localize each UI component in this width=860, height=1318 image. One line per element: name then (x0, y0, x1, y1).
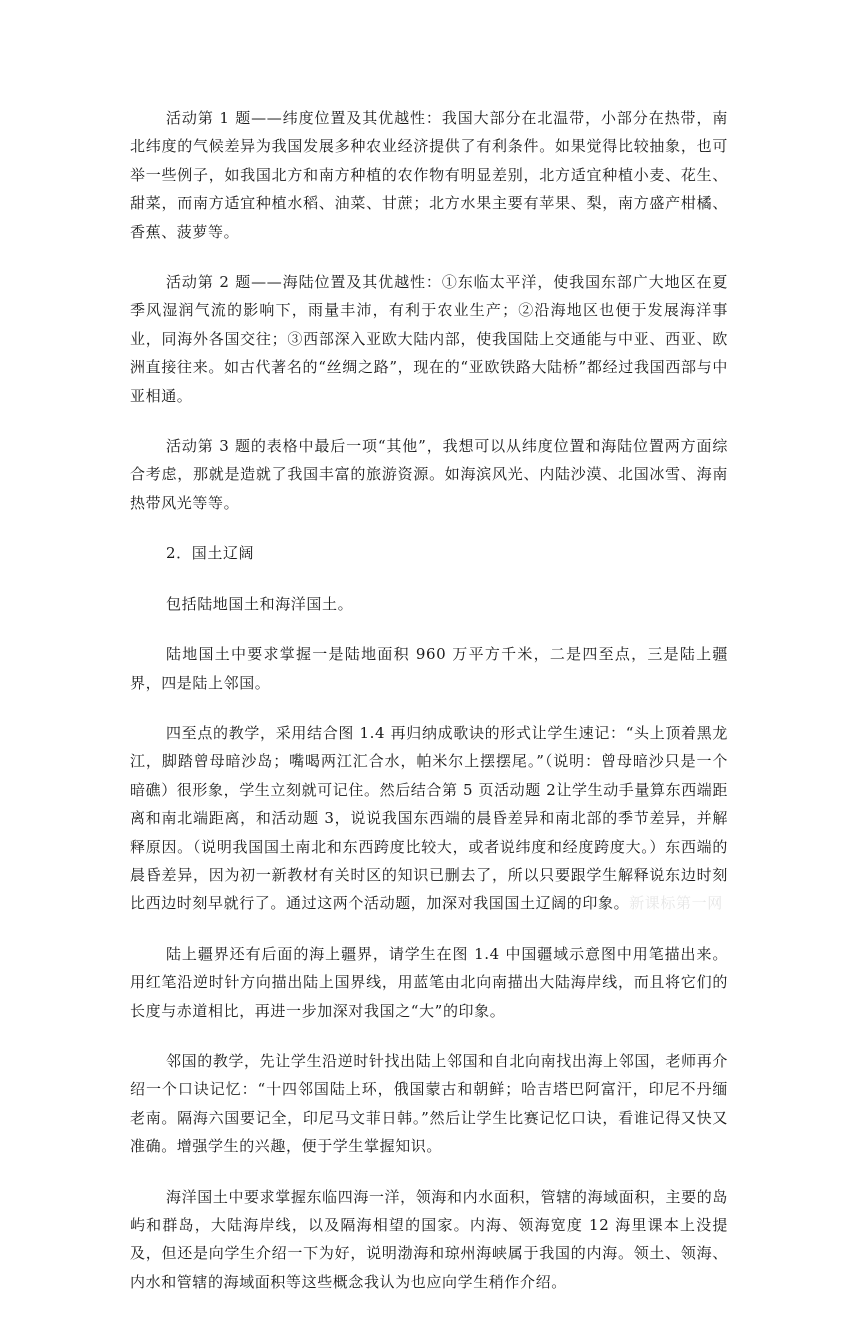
paragraph-land-border: 陆上疆界还有后面的海上疆界，请学生在图 1.4 中国疆域示意图中用笔描出来。用红笔沿逆时针方向描出陆上国界线，用蓝笔由北向南描出大陆海岸线，而且将它们的长度与赤道相比，再进一步加深对我国之“大”的印象。 (130, 944, 728, 1020)
paragraph-activity-2: 活动第 2 题——海陆位置及其优越性：①东临太平洋，使我国东部广大地区在夏季风湿润气流的影响下，雨量丰沛，有利于农业生产；②沿海地区也便于发展海洋事业，同海外各国交往；③西部深入亚欧大陆内部，使我国陆上交通能与中亚、西亚、欧洲直接往来。如古代著名的“丝绸之路”，现在的“亚欧铁路大陆桥”都经过我国西部与中亚相通。 (130, 273, 728, 405)
section-heading: 2．国土辽阔 (166, 544, 255, 563)
paragraph-ocean-territory: 海洋国土中要求掌握东临四海一洋，领海和内水面积，管辖的海域面积，主要的岛屿和群岛，大陆海岸线，以及隔海相望的国家。内海、领海宽度 12 海里课本上没提及，但还是向学生介绍一下为好，说明渤海和琼州海峡属于我国的内海。领土、领海、内水和管辖的海域面积等这些概念我认为也应向学生稍作介绍。 (130, 1187, 728, 1291)
paragraph-territory-intro: 包括陆地国土和海洋国土。 (166, 594, 354, 613)
paragraph-activity-3: 活动第 3 题的表格中最后一项“其他”，我想可以从纬度位置和海陆位置两方面综合考虑，那就是造就了我国丰富的旅游资源。如海滨风光、内陆沙漠、北国冰雪、海南热带风光等等。 (130, 437, 728, 512)
watermark-text: 新课标第一网 (629, 894, 723, 913)
paragraph-activity-1: 活动第 1 题——纬度位置及其优越性：我国大部分在北温带，小部分在热带，南北纬度的气候差异为我国发展多种农业经济提供了有利条件。如果觉得比较抽象，也可举一些例子，如我国北方和南方种植的农作物有明显差别，北方适宜种植小麦、花生、甜菜，而南方适宜种植水稻、油菜、甘蔗；北方水果主要有苹果、梨，南方盛产柑橘、香蕉、菠萝等。 (130, 109, 728, 241)
paragraph-four-extremes-text: 四至点的教学，采用结合图 1.4 再归纳成歌诀的形式让学生速记：“头上顶着黑龙江，脚踏曾母暗沙岛；嘴喝两江汇合水，帕米尔上摆摆尾。”（说明：曾母暗沙只是一个暗礁）很形象，学生立刻就可记住。然后结合第 5 页活动题 2让学生动手量算东西端距离和南北端距离，和活动题 3，说说我国东西端的晨昏差异和南北部的季节差异，并解释原因。（说明我国国土南北和东西跨度比较大，或者说纬度和经度跨度大。）东西端的晨昏差异，因为初一新教材有关时区的知识已删去了，所以只要跟学生解释说东边时刻比西边时刻早就行了。通过这两个活动题，加深对我国国土辽阔的印象。 (130, 723, 728, 913)
paragraph-neighbors: 邻国的教学，先让学生沿逆时针找出陆上邻国和自北向南找出海上邻国，老师再介绍一个口诀记忆：“十四邻国陆上环，俄国蒙古和朝鲜；哈吉塔巴阿富汗，印尼不丹缅老南。隔海六国要记全，印尼马文菲日韩。”然后让学生比赛记忆口诀，看谁记得又快又准确。增强学生的兴趣，便于学生掌握知识。 (130, 1051, 728, 1156)
paragraph-four-extremes (130, 719, 728, 918)
document-page (130, 104, 728, 1318)
paragraph-land-territory: 陆地国土中要求掌握一是陆地面积 960 万平方千米，二是四至点，三是陆上疆界，四是陆上邻国。 (130, 645, 728, 692)
